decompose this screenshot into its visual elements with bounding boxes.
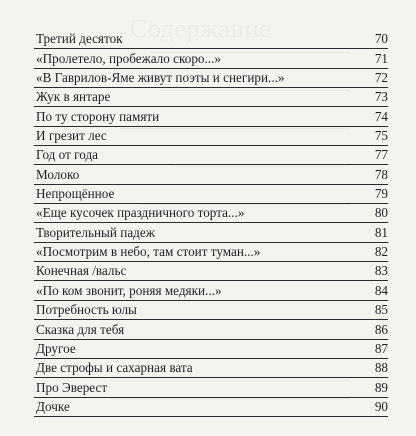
toc-entry xyxy=(34,49,388,68)
toc-entry-page: 79 xyxy=(374,186,388,202)
toc-entry xyxy=(34,107,388,126)
bleed-through-heading: Содержание xyxy=(130,14,272,43)
toc-entry xyxy=(34,243,388,262)
toc-entry-title: По ту сторону памяти xyxy=(36,108,160,124)
toc-entry-title: Потребность юлы xyxy=(36,302,137,318)
toc-entry xyxy=(34,378,388,397)
toc-entry-page: 89 xyxy=(374,379,388,395)
toc-entry-page: 88 xyxy=(374,360,388,376)
toc-entry-title: Молоко xyxy=(36,166,80,182)
toc-entry-page: 83 xyxy=(374,263,388,279)
toc-entry xyxy=(34,359,388,378)
toc-entry-page: 72 xyxy=(374,70,388,86)
toc-entry-title: «В Гаврилов-Яме живут поэты и снегири...» xyxy=(36,70,285,86)
toc-entry-page: 75 xyxy=(374,128,388,144)
toc-entry-page: 82 xyxy=(374,244,388,260)
toc-entry-page: 80 xyxy=(374,205,388,221)
toc-entry xyxy=(34,146,388,165)
toc-entry-page: 90 xyxy=(374,398,388,414)
toc-entry-page: 74 xyxy=(374,108,388,124)
toc-entry-title: «Еще кусочек праздничного торта...» xyxy=(36,205,245,221)
toc-entry xyxy=(34,340,388,359)
toc-entry xyxy=(34,204,388,223)
toc-entry-page: 85 xyxy=(374,302,388,318)
toc-entry-title: Третий десяток xyxy=(36,31,123,47)
toc-entry xyxy=(34,301,388,320)
toc-entry-title: «Пролетело, пробежало скоро...» xyxy=(36,50,221,66)
toc-entry-title: Год от года xyxy=(36,147,99,163)
toc-entry xyxy=(34,262,388,281)
toc-entry-page: 81 xyxy=(374,224,388,240)
toc-entry xyxy=(34,30,388,49)
toc-entry xyxy=(34,281,388,300)
toc-entry xyxy=(34,127,388,146)
toc-entry-page: 70 xyxy=(374,31,388,47)
toc-entry xyxy=(34,320,388,339)
toc-entry-title: Про Эверест xyxy=(36,379,108,395)
toc-entry-title: Две строфы и сахарная вата xyxy=(36,360,193,376)
toc-entry-page: 77 xyxy=(374,147,388,163)
toc-entry-title: Жук в янтаре xyxy=(36,89,111,105)
toc-entry-page: 86 xyxy=(374,321,388,337)
toc-entry-page: 73 xyxy=(374,89,388,105)
toc-entry xyxy=(34,165,388,184)
toc-entry-page: 78 xyxy=(374,166,388,182)
toc-entry-title: «По ком звонит, роняя медяки...» xyxy=(36,282,222,298)
toc-entry-page: 87 xyxy=(374,340,388,356)
toc-entry xyxy=(34,88,388,107)
toc-entry-title: Непрощённое xyxy=(36,186,115,202)
toc-entry-title: И грезит лес xyxy=(36,128,107,144)
toc-entry-page: 84 xyxy=(374,282,388,298)
toc-entry xyxy=(34,223,388,242)
toc-entry-title: Другое xyxy=(36,340,76,356)
toc-entry-page: 71 xyxy=(374,50,388,66)
toc-entry-title: Творительный падеж xyxy=(36,224,155,240)
toc-entry-title: Сказка для тебя xyxy=(36,321,125,337)
toc-entry xyxy=(34,185,388,204)
table-of-contents xyxy=(34,30,388,417)
toc-entry xyxy=(34,398,388,417)
toc-entry-title: Дочке xyxy=(36,398,70,414)
toc-entry-title: Конечная /вальс xyxy=(36,263,127,279)
toc-entry-title: «Посмотрим в небо, там стоит туман...» xyxy=(36,244,261,260)
toc-entry xyxy=(34,69,388,88)
